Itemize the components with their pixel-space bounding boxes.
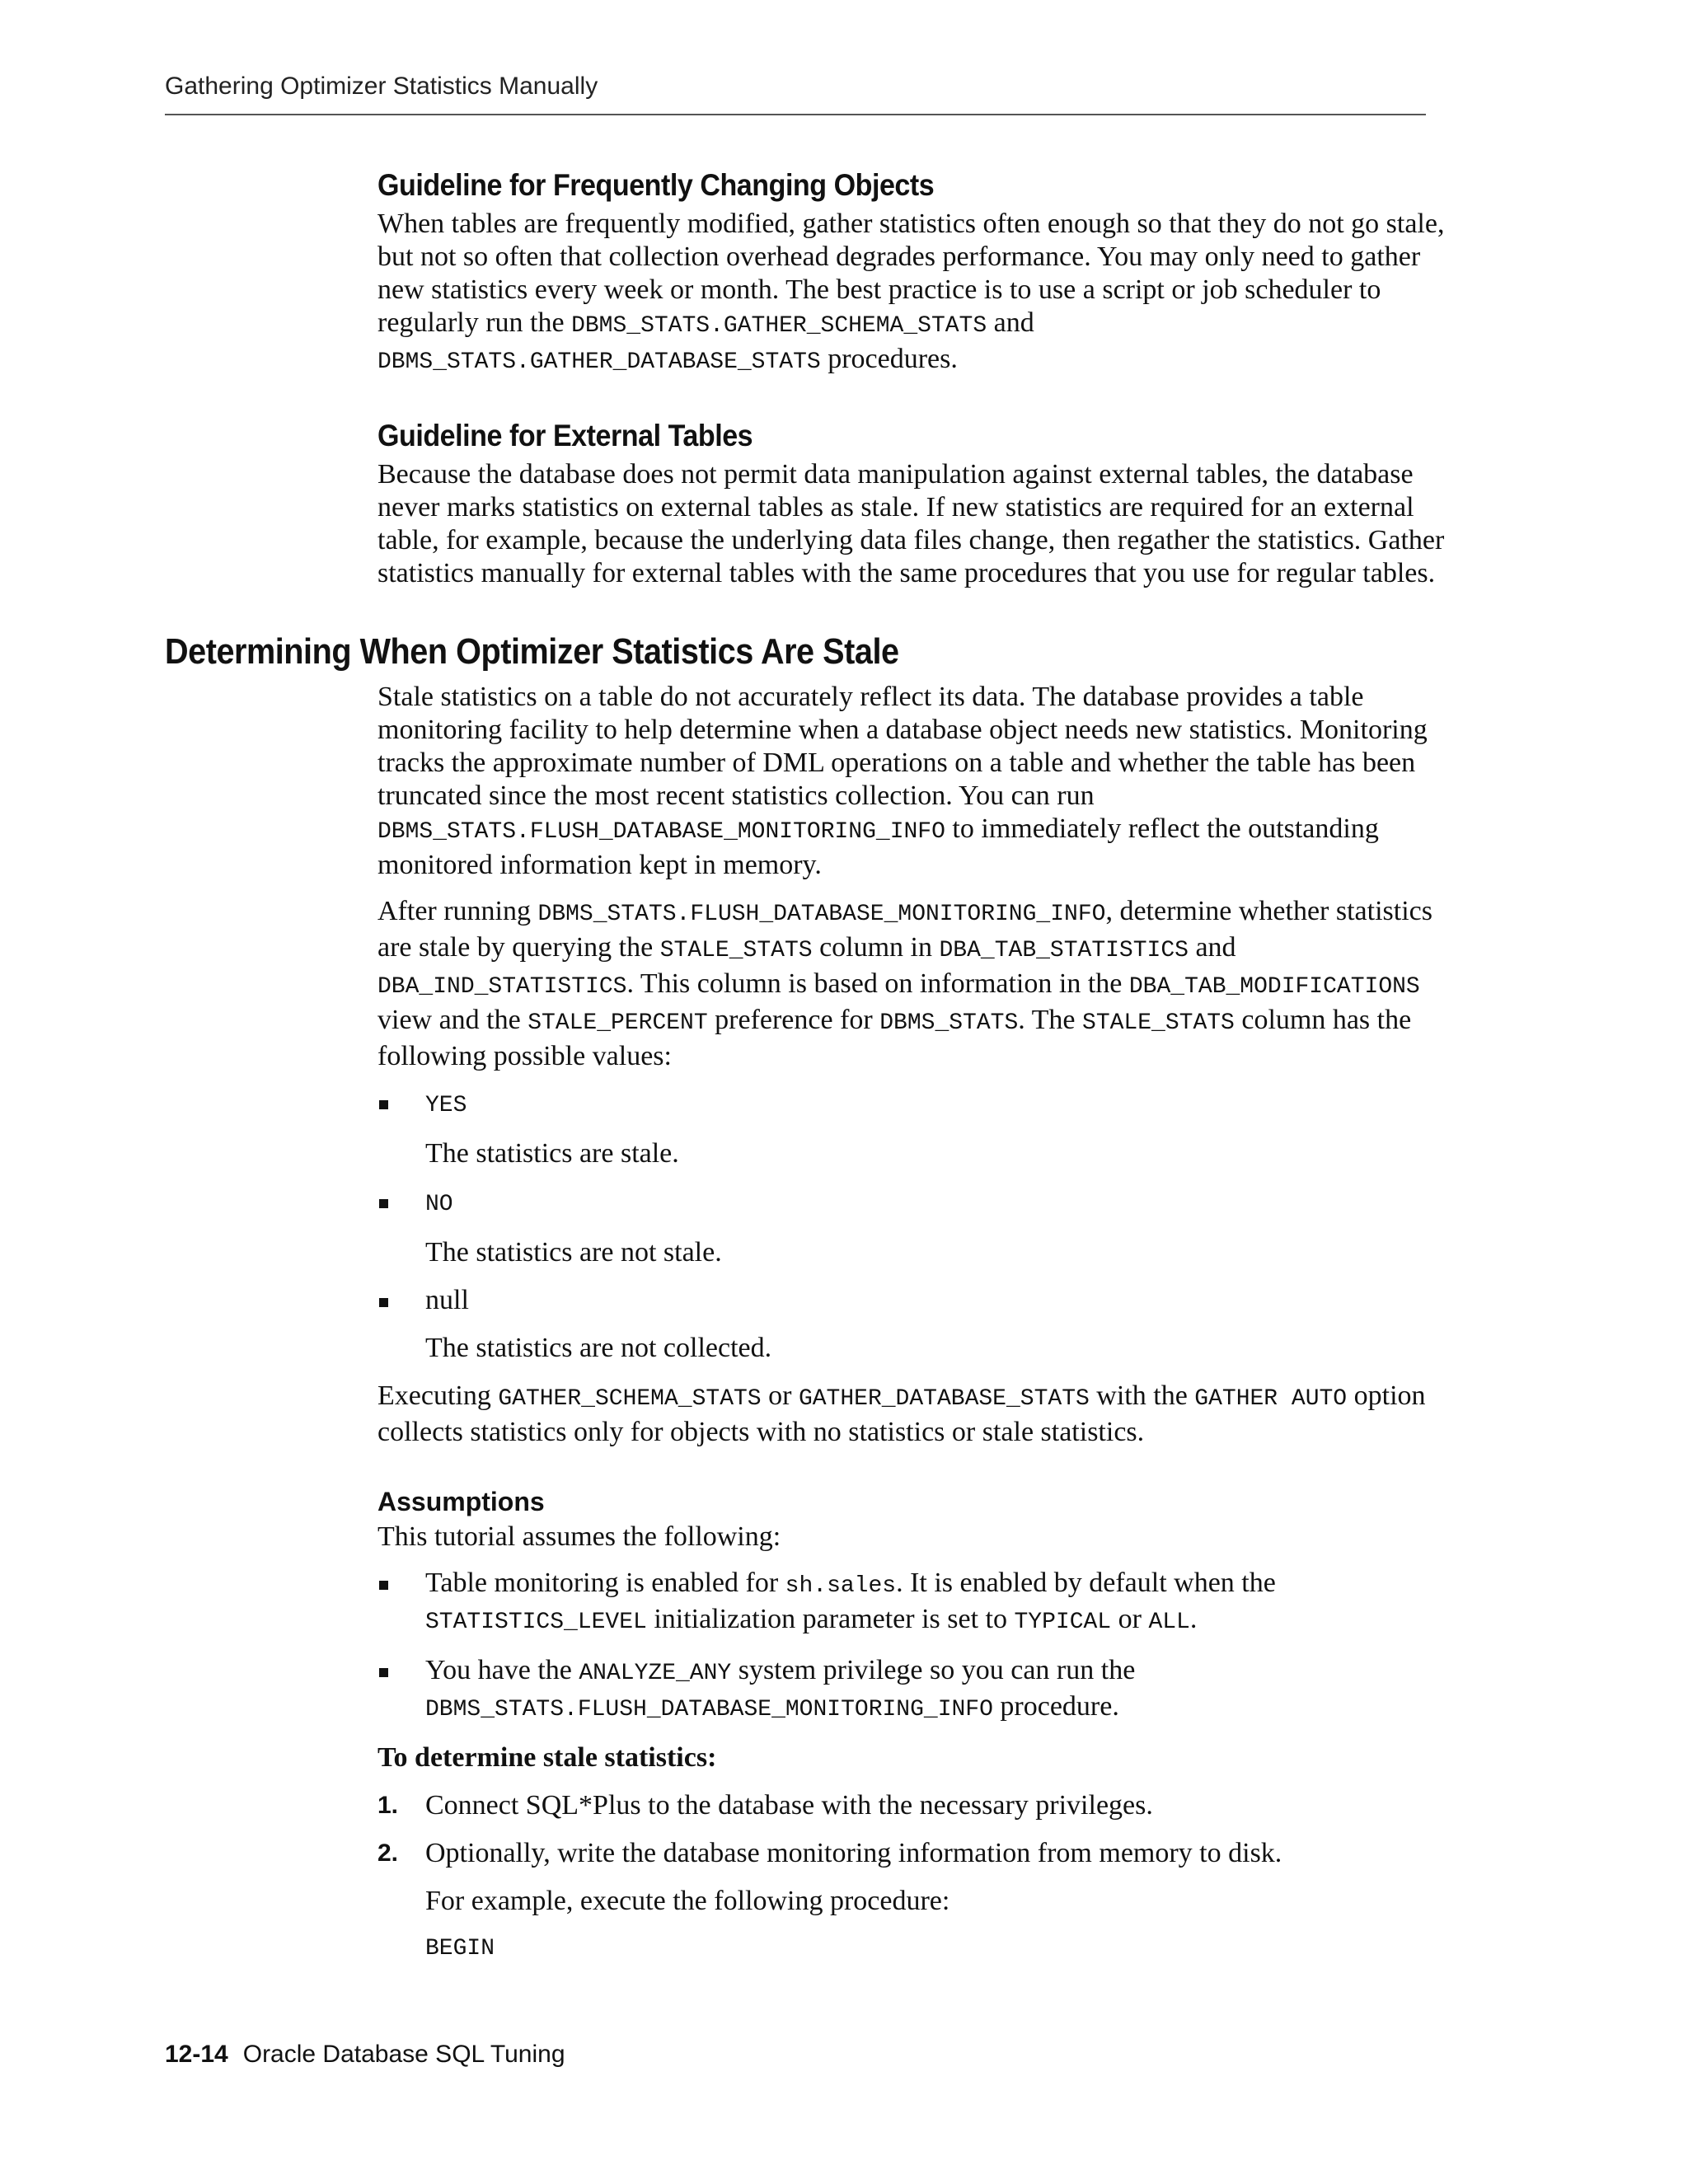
value-description: The statistics are not stale. [425,1237,722,1268]
page-content [165,168,1449,1980]
step-text: Optionally, write the database monitoring information from memory to disk. [425,1838,1282,1868]
value-term: YES [425,1093,467,1118]
code-stale-stats: STALE_STATS [659,938,813,963]
bullet-icon [379,1298,388,1307]
section-external [377,419,1449,590]
code-flush-monitoring: DBMS_STATS.FLUSH_DATABASE_MONITORING_INFO [377,819,945,845]
book-title: Oracle Database SQL Tuning [242,2041,565,2068]
code-all: ALL [1148,1610,1190,1635]
list-item [377,1086,1449,1170]
step-number: 1. [377,1792,399,1819]
heading-assumptions: Assumptions [377,1487,545,1516]
running-header: Gathering Optimizer Statistics Manually [165,73,598,100]
code-flush-monitoring: DBMS_STATS.FLUSH_DATABASE_MONITORING_INFO [537,902,1106,927]
procedure-title: To determine stale statistics: [377,1742,717,1773]
value-description: The statistics are stale. [425,1138,679,1169]
list-item: You have the ANALYZE_ANY system privilege so you can run the DBMS_STATS.FLUSH_DATABASE_MONITORING_INFO procedure. [377,1654,1449,1727]
code-begin: BEGIN [425,1936,495,1961]
page-number: 12-14 [165,2041,228,2068]
code-dba-ind-statistics: DBA_IND_STATISTICS [377,974,627,1000]
code-stale-percent: STALE_PERCENT [528,1010,708,1036]
code-gather-auto: GATHER AUTO [1194,1386,1348,1412]
assumptions-list [377,1567,1449,1727]
code-gather-schema-stats: DBMS_STATS.GATHER_SCHEMA_STATS [571,313,987,339]
heading-stale-statistics: Determining When Optimizer Statistics Are Stale [165,631,899,672]
value-term: null [425,1285,469,1315]
paragraph-assumptions-intro: This tutorial assumes the following: [377,1521,781,1552]
list-item: Table monitoring is enabled for sh.sales. It is enabled by default when the STATISTICS_LEVEL initialization parameter is set to TYPICAL or ALL. [377,1567,1449,1639]
bullet-icon [379,1199,388,1208]
list-item [377,1284,1449,1365]
code-gather-schema-stats: GATHER_SCHEMA_STATS [498,1386,762,1412]
code-flush-monitoring: DBMS_STATS.FLUSH_DATABASE_MONITORING_INFO [425,1697,993,1722]
paragraph-external: Because the database does not permit data manipulation against external tables, the database never marks statistics on external tables as stale. If new statistics are required for an external table, for example, because the underlying data files change, then regather the statistics. Gather statistics manually for external tables with the same procedures that you use for regular tables. [377,459,1445,588]
step-number: 2. [377,1840,399,1867]
heading-external-tables: Guideline for External Tables [377,419,753,452]
paragraph-gather-auto: Executing GATHER_SCHEMA_STATS or GATHER_DATABASE_STATS with the GATHER AUTO option collects statistics only for objects with no statistics or stale statistics. [377,1380,1426,1447]
code-gather-database-stats: GATHER_DATABASE_STATS [798,1386,1090,1412]
code-stale-stats: STALE_STATS [1082,1010,1235,1036]
step-item [377,1837,1449,1966]
code-sh-sales: sh.sales [785,1573,897,1599]
bullet-icon [379,1668,388,1677]
code-statistics-level: STATISTICS_LEVEL [425,1610,647,1635]
code-dbms-stats: DBMS_STATS [879,1010,1019,1036]
bullet-icon [379,1100,388,1109]
step-text: Connect SQL*Plus to the database with the necessary privileges. [425,1790,1153,1821]
header-rule [165,114,1426,115]
heading-frequent-objects: Guideline for Frequently Changing Objects [377,168,935,202]
code-typical: TYPICAL [1014,1610,1112,1635]
paragraph-stale-query: After running DBMS_STATS.FLUSH_DATABASE_MONITORING_INFO, determine whether statistics are stale by querying the STALE_STATS column in DBA_TAB_STATISTICS and DBA_IND_STATISTICS. This column is based on information in the DBA_TAB_MODIFICATIONS view and the STALE_PERCENT preference for DBMS_STATS. The STALE_STATS column has the following possible values: [377,896,1432,1071]
stale-values-list [377,1086,1449,1365]
paragraph-frequent: When tables are frequently modified, gather statistics often enough so that they do not go stale, but not so often that collection overhead degrades performance. You may only need to gather new statistics every week or month. The best practice is to use a script or job scheduler to regularly run the DBMS_STATS.GATHER_SCHEMA_STATS and DBMS_STATS.GATHER_DATABASE_STATS procedures. [377,209,1445,375]
code-gather-database-stats: DBMS_STATS.GATHER_DATABASE_STATS [377,349,821,375]
value-description: The statistics are not collected. [425,1333,772,1363]
step-item [377,1789,1449,1822]
paragraph-stale-intro: Stale statistics on a table do not accurately reflect its data. The database provides a table monitoring facility to help determine when a database object needs new statistics. Monitoring tracks the approximate number of DML operations on a table and whether the table has been truncated since the most recent statistics collection. You can run DBMS_STATS.FLUSH_DATABASE_MONITORING_INFO to immediately reflect the outstanding monitored information kept in memory. [377,682,1428,880]
code-dba-tab-statistics: DBA_TAB_STATISTICS [939,938,1189,963]
list-item [377,1185,1449,1269]
page-footer [165,2041,565,2069]
code-analyze-any: ANALYZE_ANY [579,1661,732,1686]
code-dba-tab-modifications: DBA_TAB_MODIFICATIONS [1128,974,1420,1000]
step-subtext: For example, execute the following procedure: [425,1886,950,1916]
value-term: NO [425,1192,453,1217]
bullet-icon [379,1581,388,1590]
section-frequent [377,168,1449,379]
procedure-steps [377,1789,1449,1966]
